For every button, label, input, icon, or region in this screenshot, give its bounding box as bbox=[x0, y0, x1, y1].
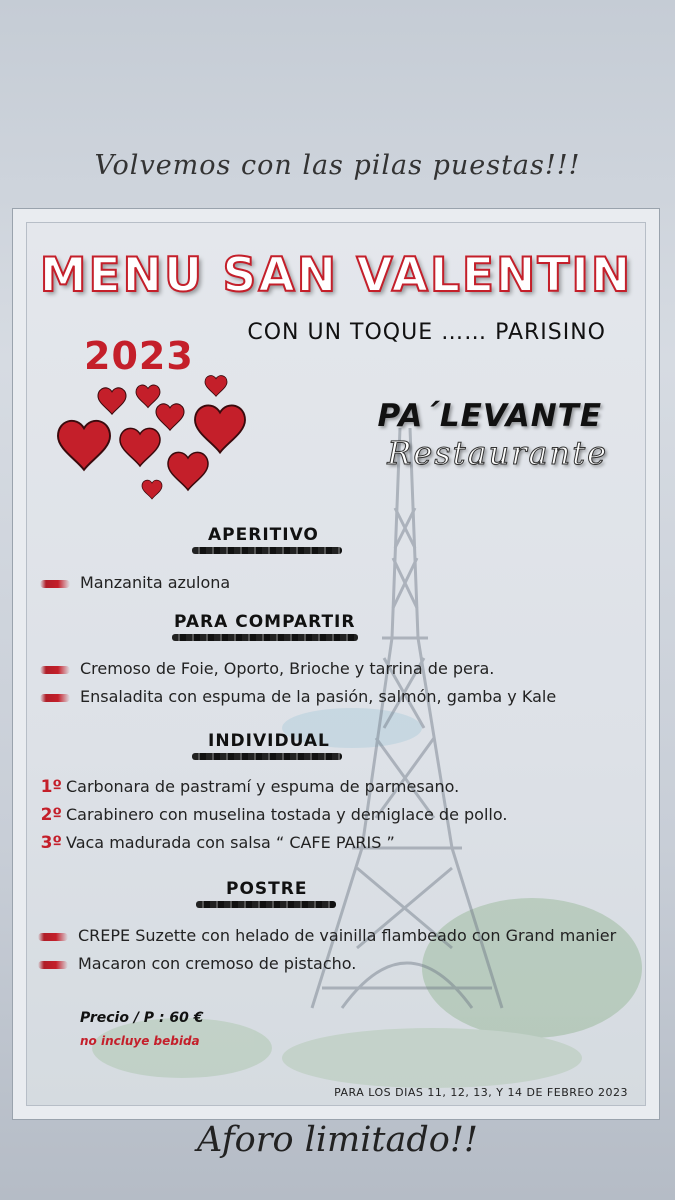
menu-item: 1º Carbonara de pastramí y espuma de parmesano. bbox=[40, 777, 460, 797]
hearts-cluster-icon bbox=[52, 368, 272, 508]
section-title-postre: POSTRE bbox=[226, 879, 308, 899]
brush-bullet-icon bbox=[40, 580, 70, 588]
menu-item: Manzanita azulona bbox=[40, 573, 230, 592]
restaurant-brand: PA´LEVANTE bbox=[377, 398, 602, 434]
menu-item: Ensaladita con espuma de la pasión, salmón, gamba y Kale bbox=[40, 687, 556, 706]
brush-bullet-icon bbox=[40, 694, 70, 702]
menu-subtitle: CON UN TOQUE …… PARISINO bbox=[247, 320, 606, 345]
footer-text: Aforo limitado!! bbox=[197, 1120, 478, 1160]
restaurant-brand-subtitle: Restaurante bbox=[387, 434, 608, 472]
section-title-para-compartir: PARA COMPARTIR bbox=[174, 612, 356, 632]
section-underline bbox=[192, 753, 342, 760]
menu-item: Cremoso de Foie, Oporto, Brioche y tarrina de pera. bbox=[40, 659, 494, 678]
menu-year: 2023 bbox=[84, 334, 194, 378]
menu-item: Macaron con cremoso de pistacho. bbox=[38, 954, 356, 973]
header-text: Volvemos con las pilas puestas!!! bbox=[94, 150, 581, 181]
section-title-individual: INDIVIDUAL bbox=[208, 731, 330, 751]
menu-price: Precio / P : 60 € bbox=[80, 1010, 204, 1026]
menu-item: 2º Carabinero con muselina tostada y demiglace de pollo. bbox=[40, 805, 508, 825]
price-note: no incluye bebida bbox=[80, 1034, 200, 1048]
section-underline bbox=[192, 547, 342, 554]
menu-card bbox=[12, 208, 660, 1120]
brush-bullet-icon bbox=[40, 666, 70, 674]
brush-bullet-icon bbox=[38, 933, 68, 941]
brush-bullet-icon bbox=[38, 961, 68, 969]
section-underline bbox=[196, 901, 336, 908]
section-underline bbox=[172, 634, 358, 641]
menu-title: MENU SAN VALENTIN bbox=[39, 248, 633, 303]
menu-item: CREPE Suzette con helado de vainilla flambeado con Grand manier bbox=[38, 926, 616, 945]
menu-item: 3º Vaca madurada con salsa “ CAFE PARIS ” bbox=[40, 833, 395, 853]
menu-dates: PARA LOS DIAS 11, 12, 13, Y 14 DE FEBREO 2023 bbox=[334, 1086, 628, 1099]
section-title-aperitivo: APERITIVO bbox=[208, 525, 319, 545]
